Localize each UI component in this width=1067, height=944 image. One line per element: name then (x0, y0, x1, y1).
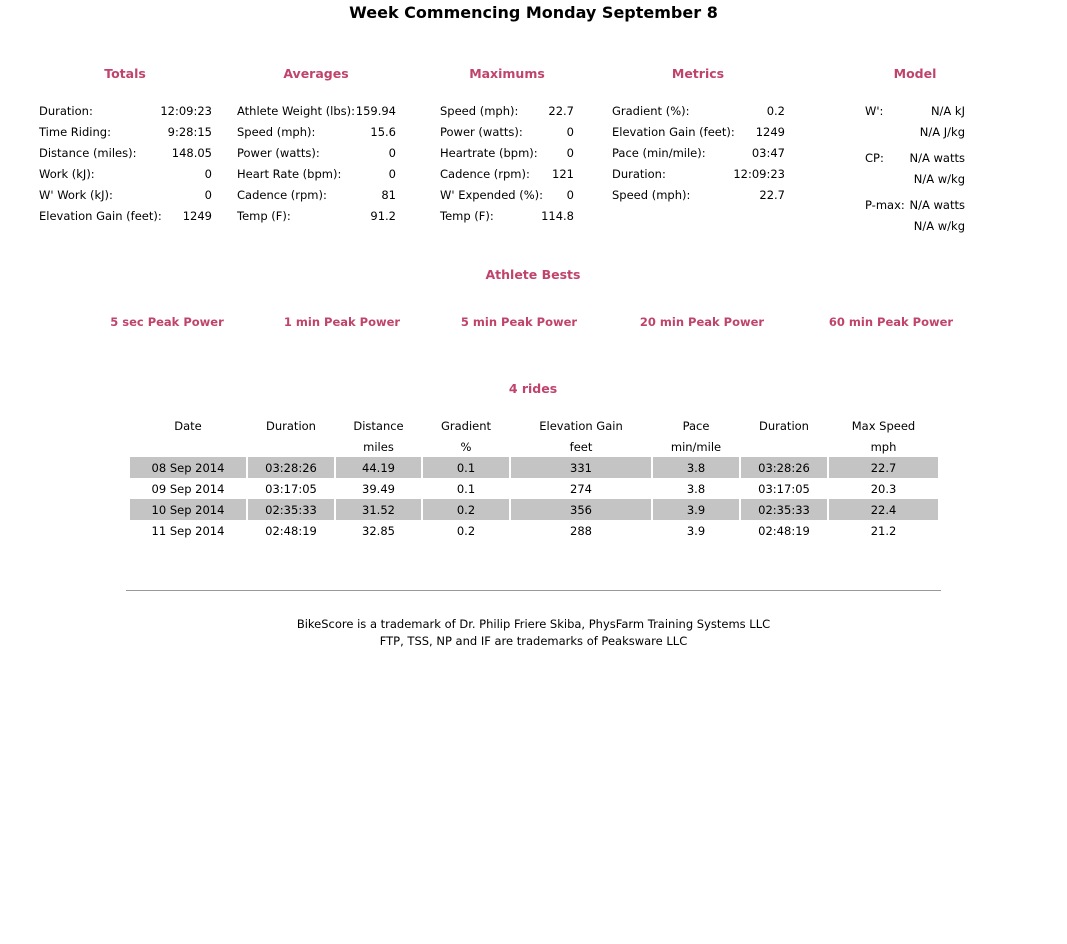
cell: 39.49 (362, 481, 395, 496)
maximums-row (440, 122, 574, 143)
best-20min-peak-power: 20 min Peak Power (639, 315, 765, 329)
totals-value: 12:09:23 (160, 104, 212, 118)
maximums-value: 114.8 (541, 209, 574, 223)
cell: 03:17:05 (758, 481, 810, 496)
metrics-label: Elevation Gain (feet): (612, 125, 735, 139)
cell: 02:35:33 (247, 499, 335, 520)
cell: 02:48:19 (265, 523, 317, 538)
rides-heading: 4 rides (508, 381, 558, 396)
maximums-label: W' Expended (%): (440, 188, 544, 202)
averages-label: Heart Rate (bpm): (237, 167, 342, 181)
totals-value: 1249 (182, 209, 212, 223)
cell: 288 (570, 523, 592, 538)
model-block (865, 101, 967, 241)
metrics-value: 0.2 (766, 104, 785, 118)
totals-row (39, 122, 212, 143)
cell: 03:17:05 (265, 481, 317, 496)
column-unit (247, 436, 335, 457)
cell: 02:48:19 (758, 523, 810, 538)
maximums-row (440, 164, 574, 185)
cell: 22.7 (828, 457, 939, 478)
totals-label: Duration: (39, 104, 93, 118)
cell: 09 Sep 2014 (151, 481, 225, 496)
pmax-perkg: N/A w/kg (913, 219, 965, 233)
totals-row (39, 185, 212, 206)
best-60min-peak-power: 60 min Peak Power (828, 315, 954, 329)
table-row (129, 499, 939, 520)
totals-row (39, 101, 212, 122)
cell: 21.2 (870, 523, 897, 538)
metrics-value: 12:09:23 (733, 167, 785, 181)
averages-value: 81 (381, 188, 396, 202)
cell: 3.8 (686, 481, 706, 496)
maximums-heading: Maximums (469, 66, 545, 81)
model-heading: Model (893, 66, 937, 81)
cell: 3.9 (686, 523, 706, 538)
maximums-value: 0 (566, 188, 574, 202)
maximums-label: Temp (F): (440, 209, 494, 223)
report-title: Week Commencing Monday September 8 (349, 3, 718, 22)
averages-label: Temp (F): (237, 209, 291, 223)
cell: 02:35:33 (740, 499, 828, 520)
cell: 11 Sep 2014 (151, 523, 225, 538)
averages-value: 91.2 (370, 209, 396, 223)
averages-list (237, 101, 396, 227)
metrics-row (612, 143, 785, 164)
column-header: Gradient (440, 418, 492, 433)
table-row (129, 478, 939, 499)
metrics-value: 1249 (755, 125, 785, 139)
divider (126, 590, 941, 591)
wprime-value: N/A kJ (930, 104, 965, 118)
table-row (129, 457, 939, 478)
column-unit: miles (363, 439, 394, 454)
maximums-value: 121 (552, 167, 574, 181)
cell: 32.85 (362, 523, 395, 538)
maximums-value: 0 (566, 125, 574, 139)
totals-value: 0 (204, 188, 212, 202)
totals-row (39, 143, 212, 164)
cell: 356 (510, 499, 652, 520)
totals-list (39, 101, 212, 227)
column-unit: mph (870, 439, 897, 454)
cp-value: N/A watts (909, 151, 965, 165)
totals-value: 148.05 (171, 146, 212, 160)
column-header: Duration (759, 418, 809, 433)
averages-row (237, 143, 396, 164)
averages-label: Athlete Weight (lbs): (237, 104, 356, 118)
averages-label: Speed (mph): (237, 125, 316, 139)
metrics-value: 03:47 (751, 146, 785, 160)
cell: 3.9 (652, 499, 740, 520)
column-unit: % (460, 439, 472, 454)
table-header-row (129, 415, 939, 436)
cell: 22.4 (828, 499, 939, 520)
rides-table (128, 415, 940, 541)
column-unit (740, 436, 828, 457)
footer-trademark-bikescore: BikeScore is a trademark of Dr. Philip Friere Skiba, PhysFarm Training Systems LLC (296, 617, 771, 631)
best-5min-peak-power: 5 min Peak Power (460, 315, 578, 329)
maximums-row (440, 185, 574, 206)
metrics-row (612, 185, 785, 206)
metrics-value: 22.7 (759, 188, 785, 202)
column-unit (129, 436, 247, 457)
column-unit: min/mile (670, 439, 722, 454)
maximums-value: 22.7 (548, 104, 574, 118)
metrics-row (612, 101, 785, 122)
maximums-label: Cadence (rpm): (440, 167, 530, 181)
pmax-value: N/A watts (909, 198, 965, 212)
totals-label: Time Riding: (39, 125, 111, 139)
column-header: Date (174, 418, 202, 433)
cell: 31.52 (335, 499, 422, 520)
metrics-heading: Metrics (671, 66, 725, 81)
averages-row (237, 164, 396, 185)
column-header: Max Speed (851, 418, 916, 433)
maximums-row (440, 101, 574, 122)
cell: 331 (510, 457, 652, 478)
cell: 274 (570, 481, 592, 496)
cell: 3.8 (652, 457, 740, 478)
cell: 08 Sep 2014 (129, 457, 247, 478)
averages-label: Power (watts): (237, 146, 320, 160)
cp-perkg: N/A w/kg (913, 172, 965, 186)
column-unit: feet (569, 439, 593, 454)
totals-row (39, 206, 212, 227)
cell: 03:28:26 (247, 457, 335, 478)
column-header: Distance (353, 418, 404, 433)
metrics-label: Pace (min/mile): (612, 146, 706, 160)
metrics-label: Gradient (%): (612, 104, 690, 118)
column-header: Pace (682, 418, 710, 433)
totals-value: 9:28:15 (167, 125, 212, 139)
maximums-list (440, 101, 574, 227)
table-row (129, 520, 939, 541)
totals-label: Distance (miles): (39, 146, 137, 160)
cell: 10 Sep 2014 (129, 499, 247, 520)
maximums-row (440, 143, 574, 164)
averages-value: 159.94 (355, 104, 396, 118)
athlete-bests-heading: Athlete Bests (485, 267, 581, 282)
maximums-row (440, 206, 574, 227)
totals-label: Elevation Gain (feet): (39, 209, 162, 223)
maximums-value: 0 (566, 146, 574, 160)
best-1min-peak-power: 1 min Peak Power (283, 315, 401, 329)
totals-label: W' Work (kJ): (39, 188, 113, 202)
wprime-perkg: N/A J/kg (919, 125, 965, 139)
best-5sec-peak-power: 5 sec Peak Power (110, 315, 224, 329)
wprime-label: W': (865, 104, 884, 118)
averages-row (237, 185, 396, 206)
cell: 20.3 (870, 481, 897, 496)
metrics-row (612, 164, 785, 185)
cell: 0.1 (422, 457, 510, 478)
maximums-label: Speed (mph): (440, 104, 519, 118)
totals-heading: Totals (104, 66, 146, 81)
column-header: Elevation Gain (539, 418, 623, 433)
metrics-label: Speed (mph): (612, 188, 691, 202)
totals-value: 0 (204, 167, 212, 181)
averages-value: 15.6 (370, 125, 396, 139)
metrics-list (612, 101, 785, 206)
totals-row (39, 164, 212, 185)
pmax-label: P-max: (865, 198, 905, 212)
averages-row (237, 101, 396, 122)
metrics-label: Duration: (612, 167, 666, 181)
averages-row (237, 206, 396, 227)
footer-trademark-peaksware: FTP, TSS, NP and IF are trademarks of Peaksware LLC (379, 634, 688, 648)
averages-value: 0 (388, 167, 396, 181)
metrics-row (612, 122, 785, 143)
cell: 0.2 (422, 499, 510, 520)
averages-row (237, 122, 396, 143)
maximums-label: Power (watts): (440, 125, 523, 139)
totals-label: Work (kJ): (39, 167, 95, 181)
cell: 0.1 (456, 481, 476, 496)
cp-label: CP: (865, 151, 884, 165)
averages-label: Cadence (rpm): (237, 188, 327, 202)
table-units-row (129, 436, 939, 457)
maximums-label: Heartrate (bpm): (440, 146, 538, 160)
averages-value: 0 (388, 146, 396, 160)
column-header: Duration (266, 418, 316, 433)
cell: 0.2 (456, 523, 476, 538)
cell: 03:28:26 (740, 457, 828, 478)
cell: 44.19 (335, 457, 422, 478)
averages-heading: Averages (283, 66, 349, 81)
